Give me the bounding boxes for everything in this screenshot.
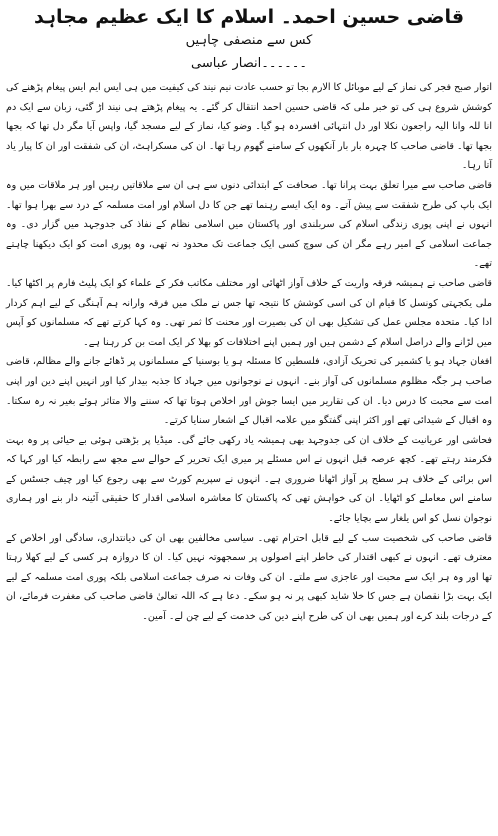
article-body: [6, 78, 492, 627]
body-paragraph: اتوار صبح فجر کی نماز کے لیے موبائل کا الارم بجا تو حسب عادت نیم نیند کی کیفیت میں ہی ایس ایم ایس پیغام پڑھنے کی کوشش شروع ہی کی تو خبر ملی کہ قاضی حسین احمد انتقال کر گئے۔ یہ پیغام پڑھتے ہی نیند اڑ گئی، زبان سے ایک دم انا للہ وانا الیہ راجعون نکلا اور دل انتہائی افسردہ ہو گیا۔ وضو کیا، نماز کے لیے مسجد گیا، واپس آیا مگر دل تھا کہ بجھا بجھا تھا۔ قاضی صاحب کا چہرہ بار بار آنکھوں کے سامنے گھوم رہا تھا۔ ان کی مسکراہٹ، ان کی شفقت اور ان کا پیار یاد آتا رہا۔: [6, 82, 492, 172]
column-title: کس سے منصفی چاہیں: [185, 33, 313, 48]
article-headline: قاضی حسین احمد۔ اسلام کا ایک عظیم مجاہد: [33, 6, 465, 28]
body-paragraph: افغان جہاد ہو یا کشمیر کی تحریک آزادی، فلسطین کا مسئلہ ہو یا بوسنیا کے مسلمانوں پر ڈھائے جانے والے مظالم، قاضی صاحب ہر جگہ مظلوم مسلمانوں کی آواز بنے۔ انہوں نے نوجوانوں میں جہاد کا جذبہ بیدار کیا اور انہیں اپنے دین اور اپنی امت سے محبت کا درس دیا۔ ان کی تقاریر میں ایسا جوش اور اخلاص ہوتا تھا کہ سننے والا متاثر ہوئے بغیر نہ رہ سکتا۔ وہ اقبال کے شیدائی تھے اور اکثر اپنی گفتگو میں علامہ اقبال کے اشعار سنایا کرتے۔: [6, 356, 492, 427]
body-paragraph: فحاشی اور عریانیت کے خلاف ان کی جدوجہد بھی ہمیشہ یاد رکھی جائے گی۔ میڈیا پر بڑھتی ہوئی بے حیائی پر وہ بہت فکرمند رہتے تھے۔ کچھ عرصہ قبل انہوں نے اس مسئلے پر میری ایک تحریر کے حوالے سے مجھ سے رابطہ کیا اور کہا کہ اس برائی کے خلاف ہر سطح پر آواز اٹھانا ضروری ہے۔ انہوں نے سپریم کورٹ سے بھی رجوع کیا اور چیف جسٹس کے سامنے اس معاملے کو اٹھایا۔ ان کی خواہش تھی کہ پاکستان کا معاشرہ اسلامی اقدار کا حقیقی آئینہ دار بنے اور ہماری نوجوان نسل کو اس یلغار سے بچایا جائے۔: [6, 434, 492, 525]
body-paragraph: قاضی صاحب سے میرا تعلق بہت پرانا تھا۔ صحافت کے ابتدائی دنوں سے ہی ان سے ملاقاتیں رہیں اور ہر ملاقات میں وہ ایک باپ کی طرح شفقت سے پیش آتے۔ وہ ایک ایسے رہنما تھے جن کا دل اسلام اور امت مسلمہ کے درد سے بھرا ہوا تھا۔ انہوں نے اپنی پوری زندگی اسلام کی سربلندی اور پاکستان میں اسلامی نظام کے نفاذ کی جدوجہد میں گزار دی۔ وہ جماعت اسلامی کے امیر رہے مگر ان کی سوچ کسی ایک جماعت تک محدود نہ تھی، وہ پوری امت کو ایک دیکھنا چاہتے تھے۔: [6, 179, 492, 270]
body-paragraph: قاضی صاحب کی شخصیت سب کے لیے قابل احترام تھی۔ سیاسی مخالفین بھی ان کی دیانتداری، سادگی اور اخلاص کے معترف تھے۔ انہوں نے کبھی اقتدار کی خاطر اپنے اصولوں پر سمجھوتہ نہیں کیا۔ ان کا دروازہ ہر کسی کے لیے کھلا رہتا تھا اور وہ ہر ایک سے محبت اور عاجزی سے ملتے۔ ان کی وفات نہ صرف جماعت اسلامی بلکہ پوری امت مسلمہ کے لیے ایک بہت بڑا نقصان ہے جس کا خلا شاید کبھی پر نہ ہو سکے۔ دعا ہے کہ اللہ تعالیٰ قاضی صاحب کی مغفرت فرمائے، ان کے درجات بلند کرے اور ہمیں بھی ان کی طرح اپنے دین کی خدمت کے لیے چن لے۔ آمین۔: [6, 532, 492, 623]
author-byline: ۔۔۔۔۔۔انصار عباسی: [191, 56, 307, 71]
body-paragraph: قاضی صاحب نے ہمیشہ فرقہ واریت کے خلاف آواز اٹھائی اور مختلف مکاتب فکر کے علماء کو ایک پلیٹ فارم پر اکٹھا کیا۔ ملی یکجہتی کونسل کا قیام ان کی اسی کوشش کا نتیجہ تھا جس نے ملک میں فرقہ وارانہ ہم آہنگی کے لیے اہم کردار ادا کیا۔ متحدہ مجلس عمل کی تشکیل بھی ان کی بصیرت اور محنت کا ثمر تھی۔ وہ کہا کرتے تھے کہ مسلمانوں کو آپس میں لڑانے والے دراصل اسلام کے دشمن ہیں اور ہمیں اپنے اختلافات کو بھلا کر ایک امت بن کر رہنا ہے۔: [6, 277, 492, 348]
